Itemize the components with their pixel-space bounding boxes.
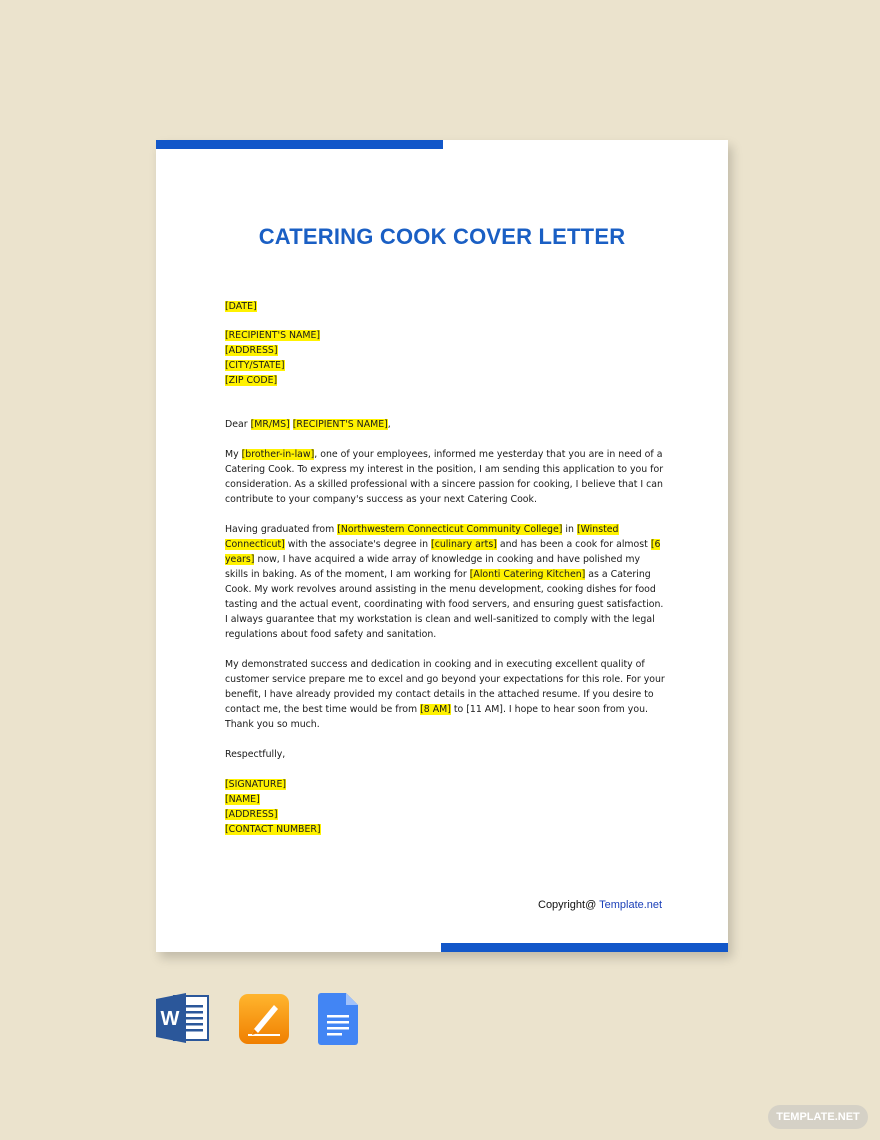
- google-docs-icon[interactable]: [318, 993, 358, 1045]
- template-link[interactable]: Template.net: [599, 899, 663, 911]
- recipient-name-placeholder: [RECIPIENT'S NAME]: [225, 330, 321, 341]
- pages-icon[interactable]: [238, 993, 290, 1045]
- relation-placeholder: [brother-in-law]: [241, 449, 315, 460]
- template-net-badge[interactable]: TEMPLATE.NET: [768, 1105, 868, 1129]
- years-placeholder: [6 years]: [225, 539, 661, 565]
- college-placeholder: [Northwestern Connecticut Community College]: [337, 524, 563, 535]
- closing: Respectfully,: [225, 749, 286, 760]
- letter-title: CATERING COOK COVER LETTER: [258, 224, 626, 249]
- copyright: Copyright@ Template.net: [538, 899, 663, 911]
- sig-address-placeholder: [ADDRESS]: [225, 809, 278, 820]
- signature-placeholder: [SIGNATURE]: [225, 779, 287, 790]
- paragraph-2: Having graduated from [Northwestern Connecticut Community College] in [Winsted Connecticut] with the associate's degree in [culinary arts] and has been a cook for almost [6 years] now, I have acquired a wide array of knowledge in cooking and have polished my skills in baking. As of the moment, I am working for [Alonti Catering Kitchen] as a Catering Cook. My work revolves around assisting in the menu development, cooking dishes for food tasting and the actual event, coordinating with food servers, and ensuring guest satisfaction. I always guarantee that my workstation is clean and well-sanitized to comply with the legal regulations about food safety and sanitation.: [225, 524, 664, 640]
- sig-contact-placeholder: [CONTACT NUMBER]: [225, 824, 321, 835]
- bottom-accent-bar: [441, 943, 728, 952]
- svg-text:W: W: [160, 1008, 180, 1030]
- top-accent-bar: [156, 140, 443, 149]
- paragraph-3: My demonstrated success and dedication in cooking and in executing excellent quality of customer service prepare me to excel and go beyond your expectations for this role. For your benefit, I have already provided my contact details in the attached resume. If you desire to contact me, the best time would be from [8 AM] to [11 AM]. I hope to hear soon from you. Thank you so much.: [225, 659, 665, 730]
- salutation-name-placeholder: [RECIPIENT'S NAME]: [292, 419, 388, 430]
- mr-ms-placeholder: [MR/MS]: [250, 419, 290, 430]
- employer-placeholder: [Alonti Catering Kitchen]: [469, 569, 586, 580]
- letter-body: [225, 299, 665, 837]
- degree-placeholder: [culinary arts]: [431, 539, 497, 550]
- address-placeholder: [ADDRESS]: [225, 345, 278, 356]
- time-placeholder: [8 AM]: [420, 704, 451, 715]
- salutation: Dear [MR/MS] [RECIPIENT'S NAME],: [225, 419, 391, 430]
- word-icon[interactable]: [156, 993, 210, 1043]
- city-state-placeholder: [CITY/STATE]: [225, 360, 285, 371]
- date-placeholder: [DATE]: [225, 301, 257, 312]
- zip-placeholder: [ZIP CODE]: [225, 375, 278, 386]
- letter-page: [156, 140, 728, 952]
- paragraph-1: My [brother-in-law], one of your employees, informed me yesterday that you are in need of a Catering Cook. To express my interest in the position, I am sending this application to you for consideration. As a skilled professional with a sincere passion for cooking, I believe that I can contribute to your company's success as your next Catering Cook.: [225, 449, 664, 505]
- location-placeholder: [Winsted Connecticut]: [225, 524, 619, 550]
- sig-name-placeholder: [NAME]: [225, 794, 260, 805]
